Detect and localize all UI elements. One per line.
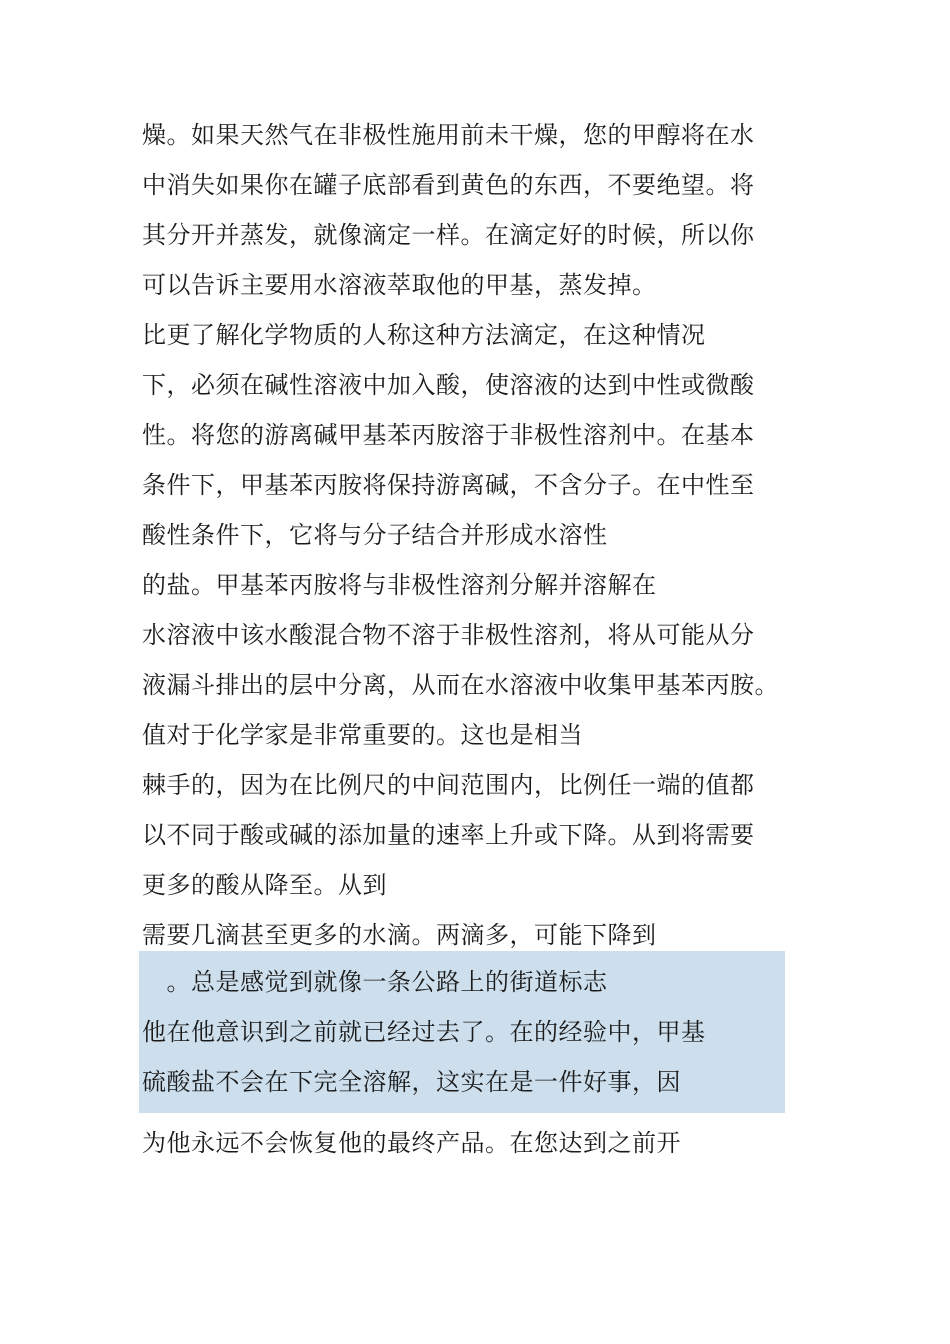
highlighted-text [142, 957, 782, 1107]
text-line: 酸性条件下，它将与分子结合并形成水溶性 [142, 521, 608, 549]
highlighted-text-line: 。总是感觉到就像一条公路上的街道标志 [142, 968, 608, 996]
text-line: 其分开并蒸发，就像滴定一样。在滴定好的时候，所以你 [142, 221, 755, 249]
trailing-text [142, 1118, 842, 1168]
text-line: 需要几滴甚至更多的水滴。两滴多，可能下降到 [142, 921, 657, 949]
text-line: 的盐。甲基苯丙胺将与非极性溶剂分解并溶解在 [142, 571, 657, 599]
text-line: 水溶液中该水酸混合物不溶于非极性溶剂，将从可能从分 [142, 621, 755, 649]
text-line: 值对于化学家是非常重要的。这也是相当 [142, 721, 583, 749]
highlighted-text-line: 硫酸盐不会在下完全溶解，这实在是一件好事，因 [142, 1068, 681, 1096]
text-line: 下，必须在碱性溶液中加入酸，使溶液的达到中性或微酸 [142, 371, 755, 399]
body-text [142, 110, 842, 960]
text-line: 比更了解化学物质的人称这种方法滴定，在这种情况 [142, 321, 706, 349]
text-line: 条件下，甲基苯丙胺将保持游离碱，不含分子。在中性至 [142, 471, 755, 499]
text-line: 液漏斗排出的层中分离，从而在水溶液中收集甲基苯丙胺。 [142, 671, 779, 699]
highlighted-text-line: 他在他意识到之前就已经过去了。在的经验中，甲基 [142, 1018, 706, 1046]
text-line: 为他永远不会恢复他的最终产品。在您达到之前开 [142, 1129, 681, 1157]
text-line: 以不同于酸或碱的添加量的速率上升或下降。从到将需要 [142, 821, 755, 849]
text-line: 中消失如果你在罐子底部看到黄色的东西，不要绝望。将 [142, 171, 755, 199]
text-line: 更多的酸从降至。从到 [142, 871, 387, 899]
text-line: 燥。如果天然气在非极性施用前未干燥，您的甲醇将在水 [142, 121, 755, 149]
text-line: 棘手的，因为在比例尺的中间范围内，比例任一端的值都 [142, 771, 755, 799]
text-line: 性。将您的游离碱甲基苯丙胺溶于非极性溶剂中。在基本 [142, 421, 755, 449]
text-line: 可以告诉主要用水溶液萃取他的甲基，蒸发掉。 [142, 271, 657, 299]
